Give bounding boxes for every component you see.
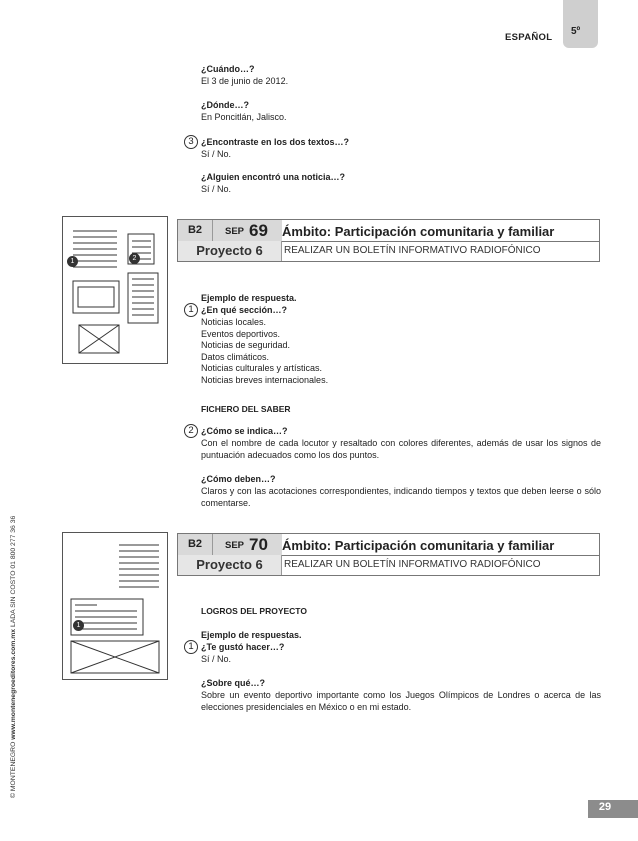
question-sobre: ¿Sobre qué…? (201, 678, 266, 688)
ambito-title: Ámbito: Participación comunitaria y familiar (282, 538, 555, 553)
answer-gusto: Sí / No. (201, 654, 232, 664)
answer-item: Noticias de seguridad. (201, 340, 291, 351)
project-bar-70 (177, 555, 600, 576)
answer-item: Noticias locales. (201, 317, 267, 327)
fichero-heading: FICHERO DEL SABER (201, 404, 291, 414)
thumbnail-marker-2: 2 (129, 253, 140, 264)
answer-item: Noticias culturales y artísticas. (201, 363, 323, 374)
sep-page-badge (212, 534, 282, 555)
grade-label: 5º (571, 26, 581, 37)
answer-cuando: El 3 de junio de 2012. (201, 76, 289, 86)
question-donde: ¿Dónde…? (201, 100, 249, 110)
project-label: Proyecto 6 (178, 555, 282, 575)
question-indica: ¿Cómo se indica…? (201, 426, 288, 436)
question-number-2: 2 (184, 424, 198, 438)
answer-item: Datos climáticos. (201, 351, 270, 362)
question-seccion: ¿En qué sección…? (201, 305, 288, 315)
phone-text: LADA SIN COSTO 01 800 277 36 36 (10, 515, 17, 628)
answer-item: Eventos deportivos. (201, 328, 281, 339)
answer-item: Noticias breves internacionales. (201, 374, 329, 385)
answer-list (201, 317, 328, 387)
block-label: B2 (178, 220, 212, 241)
answer-indica: Con el nombre de cada locutor y resaltado con colores diferentes, además de usar los signos de puntuación adecuados como los dos puntos. (201, 438, 601, 460)
sep-page-badge (212, 220, 282, 241)
side-credit (10, 516, 17, 798)
page-number: 29 (598, 801, 612, 813)
question-cuando: ¿Cuándo…? (201, 64, 255, 74)
project-bar-69 (177, 241, 600, 262)
project-title: REALIZAR UN BOLETÍN INFORMATIVO RADIOFÓNICO (284, 559, 541, 570)
project-label: Proyecto 6 (178, 241, 282, 261)
section-header-69 (177, 219, 600, 242)
thumbnail-marker-1: 1 (67, 256, 78, 267)
thumbnail-layout-icon (63, 217, 167, 363)
block-label: B2 (178, 534, 212, 555)
page-thumbnail-69 (62, 216, 168, 364)
copyright-text: © MONTENEGRO (10, 741, 17, 798)
answer-sobre: Sobre un evento deportivo importante como los Juegos Olímpicos de Londres o acerca de las elecciones presidenciales en México o en mi estado. (201, 690, 601, 712)
thumbnail-marker-1: 1 (73, 620, 84, 631)
question-gusto: ¿Te gustó hacer…? (201, 642, 285, 652)
question-alguien: ¿Alguien encontró una noticia…? (201, 172, 345, 182)
grade-tab (563, 0, 598, 48)
logros-heading: LOGROS DEL PROYECTO (201, 606, 307, 616)
answer-alguien: Sí / No. (201, 184, 232, 194)
question-number-1: 1 (184, 640, 198, 654)
ambito-title: Ámbito: Participación comunitaria y familiar (282, 224, 555, 239)
sep-label: SEP (225, 226, 245, 237)
page-thumbnail-70 (62, 532, 168, 680)
question-encontraste: ¿Encontraste en los dos textos…? (201, 137, 350, 147)
example-label: Ejemplo de respuesta. (201, 293, 297, 303)
sep-label: SEP (225, 540, 245, 551)
question-deben: ¿Cómo deben…? (201, 474, 276, 484)
thumbnail-layout-icon (63, 533, 167, 679)
subject-label: ESPAÑOL (505, 32, 553, 43)
project-title: REALIZAR UN BOLETÍN INFORMATIVO RADIOFÓNICO (284, 245, 541, 256)
question-number-3: 3 (184, 135, 198, 149)
section-header-70 (177, 533, 600, 556)
answer-encontraste: Sí / No. (201, 149, 232, 159)
sep-page-number: 69 (249, 221, 268, 240)
example-label: Ejemplo de respuestas. (201, 630, 302, 640)
answer-donde: En Poncitlán, Jalisco. (201, 112, 287, 122)
publisher-url: www.montenegroeditores.com.mx (10, 628, 17, 740)
answer-deben: Claros y con las acotaciones correspondientes, indicando tiempos y textos que deben leerse o sólo comentarse. (201, 486, 601, 508)
question-number-1: 1 (184, 303, 198, 317)
sep-page-number: 70 (249, 535, 268, 554)
